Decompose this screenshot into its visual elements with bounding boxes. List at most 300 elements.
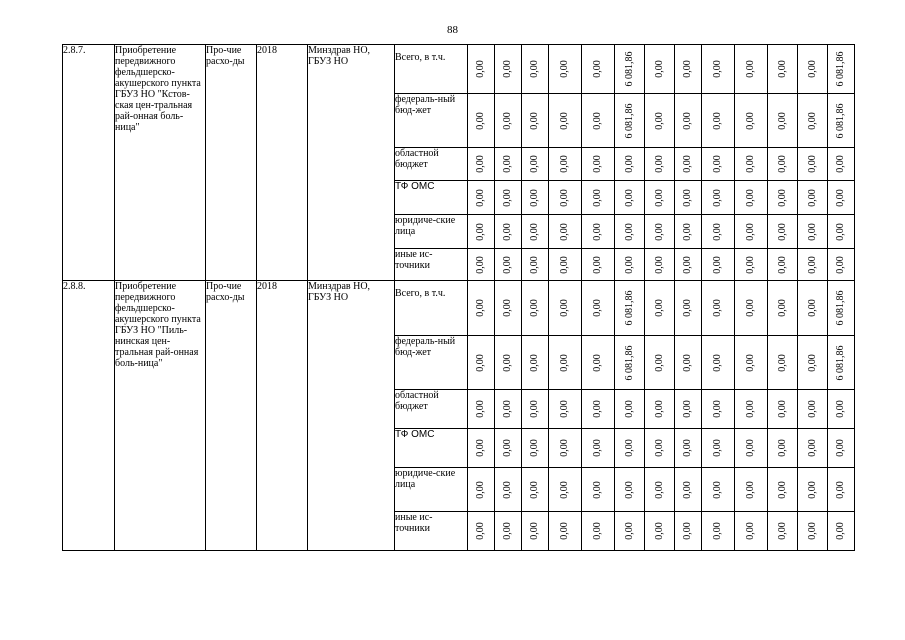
source-tfoms: ТФ ОМС	[395, 181, 468, 215]
value-cell	[495, 45, 522, 94]
value-cell	[828, 94, 855, 148]
value-text: 0,00	[592, 439, 603, 457]
value-text: 0,00	[502, 188, 513, 207]
value-text: 0,00	[776, 155, 788, 173]
value-text: 0,00	[475, 255, 486, 274]
value-text: 0,00	[475, 439, 486, 457]
value-cell	[615, 181, 645, 215]
value-text: 0,00	[745, 299, 756, 317]
value-cell	[768, 181, 798, 215]
value-cell	[582, 336, 615, 390]
source-inye: иные ис-точники	[395, 512, 468, 551]
source-federal: федераль-ный бюд-жет	[395, 336, 468, 390]
value-text: 0,00	[623, 439, 635, 457]
value-text: 0,00	[592, 480, 603, 499]
value-text: 0,00	[745, 480, 756, 499]
budget-table	[62, 44, 855, 551]
value-text: 0,00	[712, 522, 723, 540]
value-text: 0,00	[712, 439, 723, 457]
value-cell	[702, 281, 735, 336]
row-year: 2018	[257, 45, 308, 281]
value-cell	[735, 94, 768, 148]
value-cell	[582, 390, 615, 429]
value-cell	[768, 215, 798, 249]
value-cell	[798, 181, 828, 215]
value-text: 0,00	[653, 522, 665, 540]
value-cell	[702, 429, 735, 468]
value-text: 0,00	[529, 222, 540, 241]
value-text: 0,00	[712, 155, 723, 173]
source-yurlica: юридиче-ские лица	[395, 215, 468, 249]
value-text: 0,00	[712, 222, 723, 241]
value-cell	[735, 45, 768, 94]
value-text: 0,00	[653, 439, 665, 457]
value-text: 0,00	[529, 353, 540, 372]
value-text: 0,00	[835, 188, 846, 207]
page-number: 88	[447, 24, 458, 36]
source-federal: федераль-ный бюд-жет	[395, 94, 468, 148]
source-oblast: областной бюджет	[395, 390, 468, 429]
value-cell	[522, 281, 549, 336]
value-cell	[798, 94, 828, 148]
value-cell	[615, 390, 645, 429]
value-text: 0,00	[592, 522, 603, 540]
value-cell	[549, 281, 582, 336]
value-cell	[798, 429, 828, 468]
value-cell	[468, 181, 495, 215]
value-text: 0,00	[529, 60, 540, 78]
value-text: 0,00	[592, 299, 603, 317]
value-text: 0,00	[806, 188, 818, 207]
value-cell	[582, 249, 615, 281]
value-text: 0,00	[653, 188, 665, 207]
value-cell	[828, 336, 855, 390]
value-text: 6 081,86	[623, 51, 635, 87]
value-cell	[582, 429, 615, 468]
value-text: 0,00	[712, 400, 723, 418]
value-text: 0,00	[806, 111, 818, 130]
value-cell	[735, 281, 768, 336]
value-text: 0,00	[529, 400, 540, 418]
value-cell	[549, 148, 582, 181]
value-text: 0,00	[682, 188, 693, 207]
value-cell	[645, 45, 675, 94]
value-cell	[582, 45, 615, 94]
value-text: 0,00	[529, 522, 540, 540]
value-cell	[522, 249, 549, 281]
value-cell	[768, 281, 798, 336]
value-cell	[798, 249, 828, 281]
value-text: 0,00	[653, 480, 665, 499]
value-cell	[495, 249, 522, 281]
value-cell	[468, 94, 495, 148]
value-cell	[675, 148, 702, 181]
value-cell	[768, 94, 798, 148]
value-cell	[615, 249, 645, 281]
value-cell	[549, 390, 582, 429]
value-cell	[735, 148, 768, 181]
value-cell	[468, 281, 495, 336]
value-cell	[615, 148, 645, 181]
value-text: 0,00	[806, 299, 818, 317]
value-text: 0,00	[623, 188, 635, 207]
value-text: 0,00	[776, 522, 788, 540]
value-text: 0,00	[653, 60, 665, 78]
value-text: 0,00	[529, 188, 540, 207]
value-text: 0,00	[776, 111, 788, 130]
value-cell	[549, 94, 582, 148]
value-text: 0,00	[529, 255, 540, 274]
table-row	[63, 281, 855, 336]
value-cell	[735, 512, 768, 551]
value-text: 0,00	[623, 222, 635, 241]
value-text: 0,00	[682, 111, 693, 130]
value-text: 0,00	[712, 255, 723, 274]
value-cell	[522, 429, 549, 468]
value-text: 0,00	[745, 155, 756, 173]
value-cell	[645, 336, 675, 390]
value-cell	[675, 429, 702, 468]
value-text: 0,00	[623, 400, 635, 418]
value-cell	[735, 336, 768, 390]
value-cell	[702, 148, 735, 181]
value-cell	[675, 468, 702, 512]
value-text: 0,00	[745, 255, 756, 274]
value-text: 0,00	[835, 155, 846, 173]
value-text: 0,00	[623, 522, 635, 540]
value-cell	[675, 181, 702, 215]
value-cell	[768, 336, 798, 390]
value-text: 0,00	[682, 353, 693, 372]
value-cell	[582, 512, 615, 551]
value-text: 0,00	[682, 439, 693, 457]
value-cell	[582, 281, 615, 336]
value-cell	[468, 249, 495, 281]
value-cell	[615, 336, 645, 390]
value-text: 0,00	[502, 299, 513, 317]
value-cell	[522, 336, 549, 390]
value-cell	[675, 45, 702, 94]
value-cell	[768, 45, 798, 94]
value-text: 6 081,86	[835, 51, 846, 87]
value-text: 0,00	[835, 480, 846, 499]
value-text: 0,00	[529, 299, 540, 317]
value-text: 0,00	[745, 353, 756, 372]
value-cell	[645, 181, 675, 215]
value-cell	[468, 468, 495, 512]
value-cell	[468, 336, 495, 390]
value-cell	[828, 468, 855, 512]
row-name: Приобретение передвижного фельдшерско-акушерского пункта ГБУЗ НО "Кстов-ская цен-тральная рай-онная боль-ница"	[115, 45, 206, 281]
value-text: 0,00	[592, 155, 603, 173]
value-cell	[768, 512, 798, 551]
value-text: 0,00	[745, 60, 756, 78]
value-text: 0,00	[559, 188, 570, 207]
value-cell	[495, 390, 522, 429]
value-text: 0,00	[623, 255, 635, 274]
value-text: 0,00	[502, 480, 513, 499]
value-cell	[468, 45, 495, 94]
value-cell	[828, 181, 855, 215]
value-text: 0,00	[712, 60, 723, 78]
value-cell	[582, 181, 615, 215]
value-text: 0,00	[502, 222, 513, 241]
expense-type: Про-чие расхо-ды	[206, 45, 257, 281]
value-text: 0,00	[835, 439, 846, 457]
value-cell	[495, 181, 522, 215]
value-text: 0,00	[623, 480, 635, 499]
value-cell	[645, 249, 675, 281]
value-text: 0,00	[475, 188, 486, 207]
value-text: 0,00	[559, 522, 570, 540]
value-text: 0,00	[806, 353, 818, 372]
value-text: 0,00	[682, 299, 693, 317]
value-text: 0,00	[806, 522, 818, 540]
value-cell	[735, 468, 768, 512]
value-text: 0,00	[682, 400, 693, 418]
value-text: 0,00	[806, 155, 818, 173]
value-cell	[582, 148, 615, 181]
source-vsego: Всего, в т.ч.	[395, 281, 468, 336]
value-cell	[582, 94, 615, 148]
value-cell	[798, 390, 828, 429]
value-text: 0,00	[653, 155, 665, 173]
value-text: 0,00	[592, 111, 603, 130]
value-text: 0,00	[475, 222, 486, 241]
value-cell	[645, 390, 675, 429]
value-text: 0,00	[682, 222, 693, 241]
value-cell	[615, 215, 645, 249]
value-text: 0,00	[529, 111, 540, 130]
value-cell	[468, 148, 495, 181]
value-text: 0,00	[776, 222, 788, 241]
value-text: 0,00	[682, 255, 693, 274]
value-cell	[582, 468, 615, 512]
value-text: 0,00	[712, 299, 723, 317]
value-text: 0,00	[475, 155, 486, 173]
value-cell	[828, 45, 855, 94]
value-text: 0,00	[776, 480, 788, 499]
value-cell	[735, 215, 768, 249]
value-text: 0,00	[475, 522, 486, 540]
expense-type: Про-чие расхо-ды	[206, 281, 257, 551]
value-text: 0,00	[502, 111, 513, 130]
value-text: 0,00	[559, 155, 570, 173]
value-cell	[468, 429, 495, 468]
source-inye: иные ис-точники	[395, 249, 468, 281]
value-cell	[615, 429, 645, 468]
value-cell	[522, 148, 549, 181]
value-cell	[615, 512, 645, 551]
value-cell	[549, 512, 582, 551]
value-cell	[798, 336, 828, 390]
value-cell	[522, 181, 549, 215]
value-text: 0,00	[835, 522, 846, 540]
value-text: 0,00	[559, 111, 570, 130]
value-text: 0,00	[776, 400, 788, 418]
value-cell	[798, 512, 828, 551]
value-text: 0,00	[745, 522, 756, 540]
value-cell	[549, 45, 582, 94]
value-cell	[735, 429, 768, 468]
value-text: 0,00	[806, 60, 818, 78]
value-text: 0,00	[559, 353, 570, 372]
source-oblast: областной бюджет	[395, 148, 468, 181]
value-text: 0,00	[559, 400, 570, 418]
value-cell	[768, 468, 798, 512]
value-cell	[828, 249, 855, 281]
value-cell	[582, 215, 615, 249]
value-text: 6 081,86	[835, 345, 846, 380]
value-text: 0,00	[502, 522, 513, 540]
value-cell	[549, 249, 582, 281]
value-text: 0,00	[592, 353, 603, 372]
value-cell	[615, 94, 645, 148]
value-text: 0,00	[653, 400, 665, 418]
row-name: Приобретение передвижного фельдшерско-акушерского пункта ГБУЗ НО "Пиль-нинская цен-тральная рай-онная боль-ница"	[115, 281, 206, 551]
value-cell	[675, 215, 702, 249]
value-cell	[549, 215, 582, 249]
value-cell	[645, 429, 675, 468]
value-text: 0,00	[806, 439, 818, 457]
value-text: 0,00	[502, 60, 513, 78]
value-cell	[675, 390, 702, 429]
value-cell	[522, 215, 549, 249]
value-cell	[495, 468, 522, 512]
table-row	[63, 45, 855, 94]
value-cell	[828, 390, 855, 429]
value-text: 0,00	[712, 111, 723, 130]
value-text: 0,00	[712, 353, 723, 372]
value-text: 0,00	[776, 299, 788, 317]
value-cell	[702, 249, 735, 281]
value-text: 0,00	[835, 400, 846, 418]
value-cell	[768, 429, 798, 468]
value-text: 0,00	[559, 222, 570, 241]
value-text: 0,00	[806, 400, 818, 418]
value-cell	[702, 215, 735, 249]
value-text: 0,00	[475, 111, 486, 130]
value-text: 0,00	[559, 480, 570, 499]
row-code: 2.8.7.	[63, 45, 115, 281]
value-text: 0,00	[475, 480, 486, 499]
value-cell	[468, 512, 495, 551]
value-cell	[798, 45, 828, 94]
value-cell	[645, 148, 675, 181]
value-text: 6 081,86	[835, 290, 846, 326]
value-text: 6 081,86	[835, 103, 846, 138]
value-cell	[675, 94, 702, 148]
value-cell	[495, 429, 522, 468]
value-text: 0,00	[592, 255, 603, 274]
value-cell	[702, 512, 735, 551]
value-cell	[828, 512, 855, 551]
value-text: 0,00	[682, 155, 693, 173]
value-cell	[702, 336, 735, 390]
value-text: 0,00	[475, 60, 486, 78]
value-cell	[768, 148, 798, 181]
value-text: 0,00	[475, 353, 486, 372]
value-cell	[675, 281, 702, 336]
value-cell	[468, 390, 495, 429]
source-tfoms: ТФ ОМС	[395, 429, 468, 468]
value-cell	[735, 390, 768, 429]
value-text: 0,00	[776, 439, 788, 457]
value-cell	[522, 512, 549, 551]
value-cell	[735, 249, 768, 281]
value-cell	[675, 336, 702, 390]
value-text: 0,00	[653, 353, 665, 372]
value-text: 0,00	[806, 222, 818, 241]
value-text: 0,00	[835, 222, 846, 241]
value-text: 0,00	[682, 60, 693, 78]
value-cell	[798, 281, 828, 336]
value-cell	[828, 429, 855, 468]
value-cell	[768, 390, 798, 429]
value-text: 0,00	[712, 188, 723, 207]
value-text: 0,00	[529, 439, 540, 457]
value-text: 0,00	[745, 188, 756, 207]
value-cell	[735, 181, 768, 215]
value-cell	[828, 281, 855, 336]
value-text: 0,00	[529, 155, 540, 173]
value-cell	[798, 148, 828, 181]
value-cell	[522, 390, 549, 429]
value-text: 0,00	[529, 480, 540, 499]
value-cell	[468, 215, 495, 249]
value-cell	[645, 94, 675, 148]
value-cell	[828, 148, 855, 181]
value-text: 0,00	[745, 111, 756, 130]
value-text: 0,00	[776, 188, 788, 207]
value-text: 0,00	[653, 111, 665, 130]
value-cell	[615, 468, 645, 512]
value-text: 0,00	[776, 255, 788, 274]
value-cell	[645, 281, 675, 336]
value-text: 0,00	[559, 299, 570, 317]
value-text: 0,00	[776, 353, 788, 372]
value-text: 0,00	[682, 522, 693, 540]
value-cell	[615, 45, 645, 94]
value-text: 0,00	[623, 155, 635, 173]
value-cell	[702, 468, 735, 512]
row-org: Минздрав НО, ГБУЗ НО	[308, 45, 395, 281]
value-cell	[702, 181, 735, 215]
value-cell	[768, 249, 798, 281]
row-year: 2018	[257, 281, 308, 551]
value-cell	[798, 468, 828, 512]
value-text: 0,00	[502, 155, 513, 173]
value-cell	[549, 181, 582, 215]
value-text: 0,00	[592, 188, 603, 207]
value-text: 0,00	[475, 400, 486, 418]
value-cell	[549, 336, 582, 390]
value-text: 0,00	[712, 480, 723, 499]
value-text: 0,00	[592, 222, 603, 241]
value-text: 6 081,86	[623, 103, 635, 138]
value-cell	[828, 215, 855, 249]
value-cell	[675, 249, 702, 281]
value-cell	[702, 390, 735, 429]
value-cell	[675, 512, 702, 551]
value-cell	[495, 336, 522, 390]
value-cell	[798, 215, 828, 249]
value-cell	[645, 215, 675, 249]
value-text: 0,00	[502, 255, 513, 274]
value-text: 0,00	[502, 439, 513, 457]
value-text: 0,00	[592, 60, 603, 78]
value-text: 0,00	[776, 60, 788, 78]
